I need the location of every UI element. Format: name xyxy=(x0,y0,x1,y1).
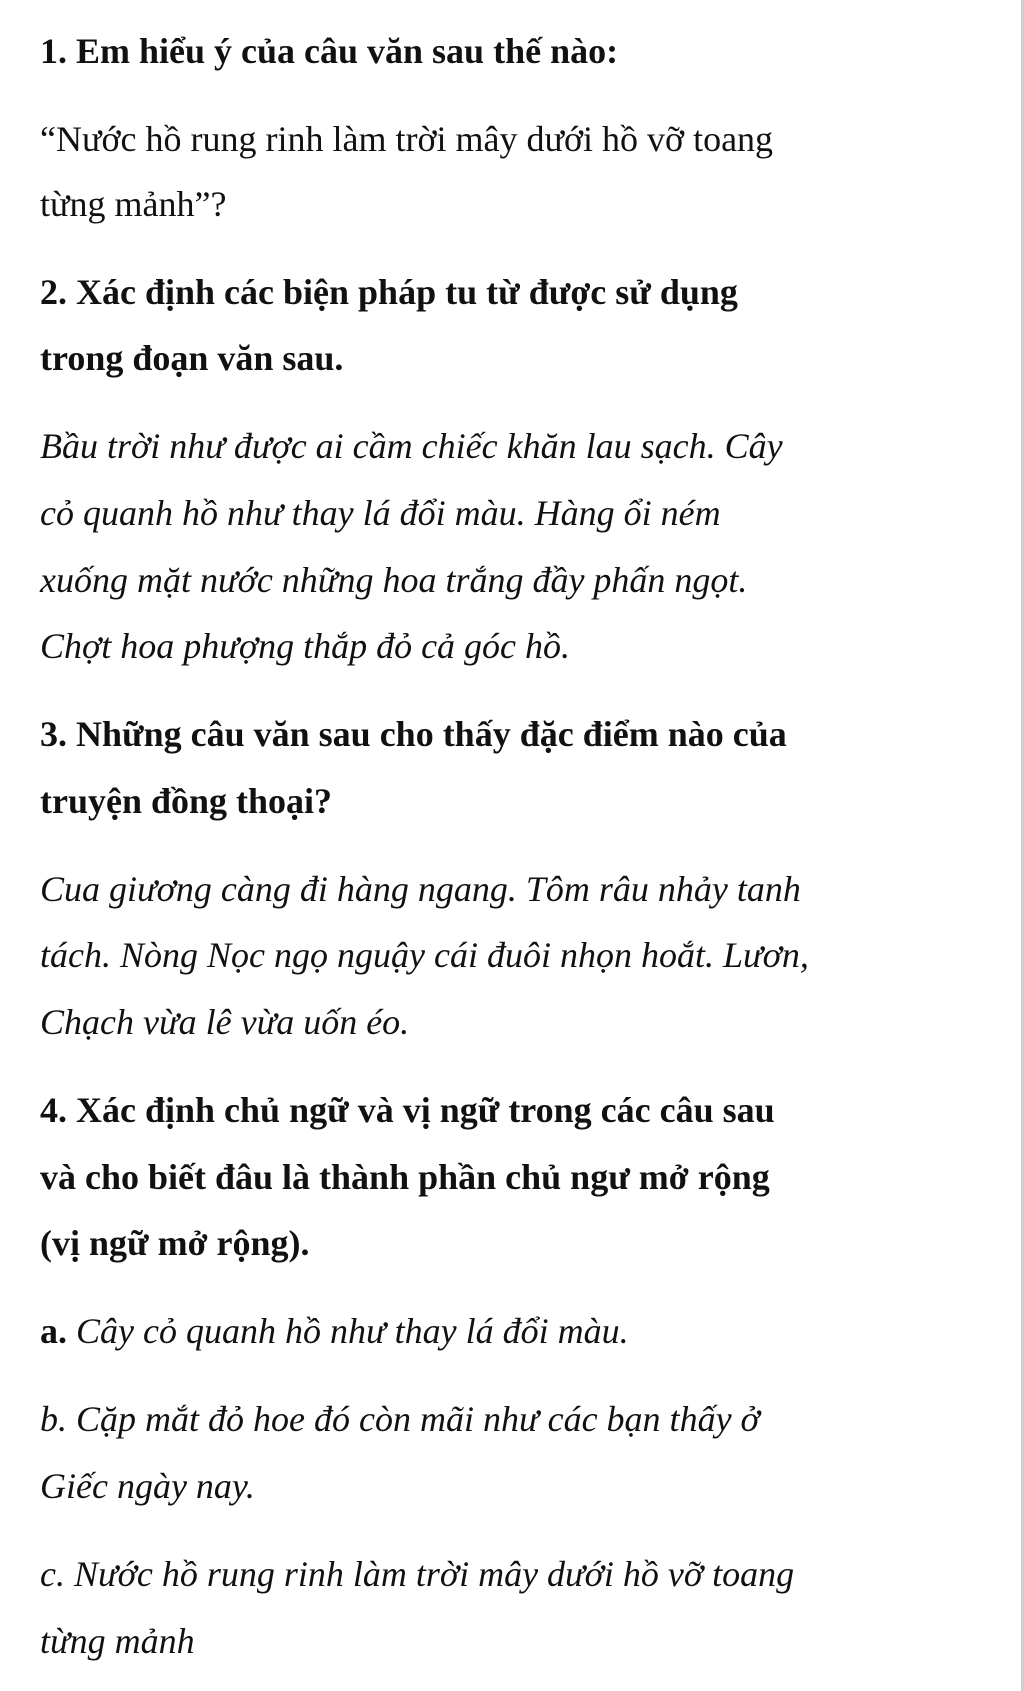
question-2-passage-line-4: Chợt hoa phượng thắp đỏ cả góc hồ. xyxy=(40,626,571,666)
question-2-passage-line-3: xuống mặt nước những hoa trắng đầy phấn ngọt. xyxy=(40,560,748,600)
question-4-title-line-1: 4. Xác định chủ ngữ và vị ngữ trong các câu sau xyxy=(40,1090,775,1130)
question-3-passage-line-2: tách. Nòng Nọc ngọ nguậy cái đuôi nhọn hoắt. Lươn, xyxy=(40,935,809,975)
question-4-item-c-line-2: từng mảnh xyxy=(40,1621,195,1661)
item-a-text: Cây cỏ quanh hồ như thay lá đổi màu. xyxy=(67,1311,629,1351)
question-4-title-line-2: và cho biết đâu là thành phần chủ ngư mở rộng xyxy=(40,1157,770,1197)
question-4-title-line-3: (vị ngữ mở rộng). xyxy=(40,1223,310,1263)
question-4-item-b-line-1: b. Cặp mắt đỏ hoe đó còn mãi như các bạn thấy ở xyxy=(40,1399,760,1439)
question-3-title-line-1: 3. Những câu văn sau cho thấy đặc điểm nào của xyxy=(40,714,787,754)
question-1-quote-line-2: từng mảnh”? xyxy=(40,184,227,224)
question-2-passage-line-2: cỏ quanh hồ như thay lá đổi màu. Hàng ổi ném xyxy=(40,493,721,533)
item-a-label: a. xyxy=(40,1311,67,1351)
question-2-passage-line-1: Bầu trời như được ai cầm chiếc khăn lau sạch. Cây xyxy=(40,426,783,466)
question-1-quote-line-1: “Nước hồ rung rinh làm trời mây dưới hồ vỡ toang xyxy=(40,119,774,159)
question-3-passage-line-3: Chạch vừa lê vừa uốn éo. xyxy=(40,1002,410,1042)
question-4-item-a xyxy=(40,1309,629,1353)
question-4-item-b-line-2: Giếc ngày nay. xyxy=(40,1466,255,1506)
question-3-title-line-2: truyện đồng thoại? xyxy=(40,781,333,821)
question-2-title-line-1: 2. Xác định các biện pháp tu từ được sử dụng xyxy=(40,272,738,312)
question-4-item-c-line-1: c. Nước hồ rung rinh làm trời mây dưới hồ vỡ toang xyxy=(40,1554,795,1594)
question-2-title-line-2: trong đoạn văn sau. xyxy=(40,338,344,378)
question-3-passage-line-1: Cua giương càng đi hàng ngang. Tôm râu nhảy tanh xyxy=(40,869,801,909)
question-1-title: 1. Em hiểu ý của câu văn sau thế nào: xyxy=(40,31,619,71)
